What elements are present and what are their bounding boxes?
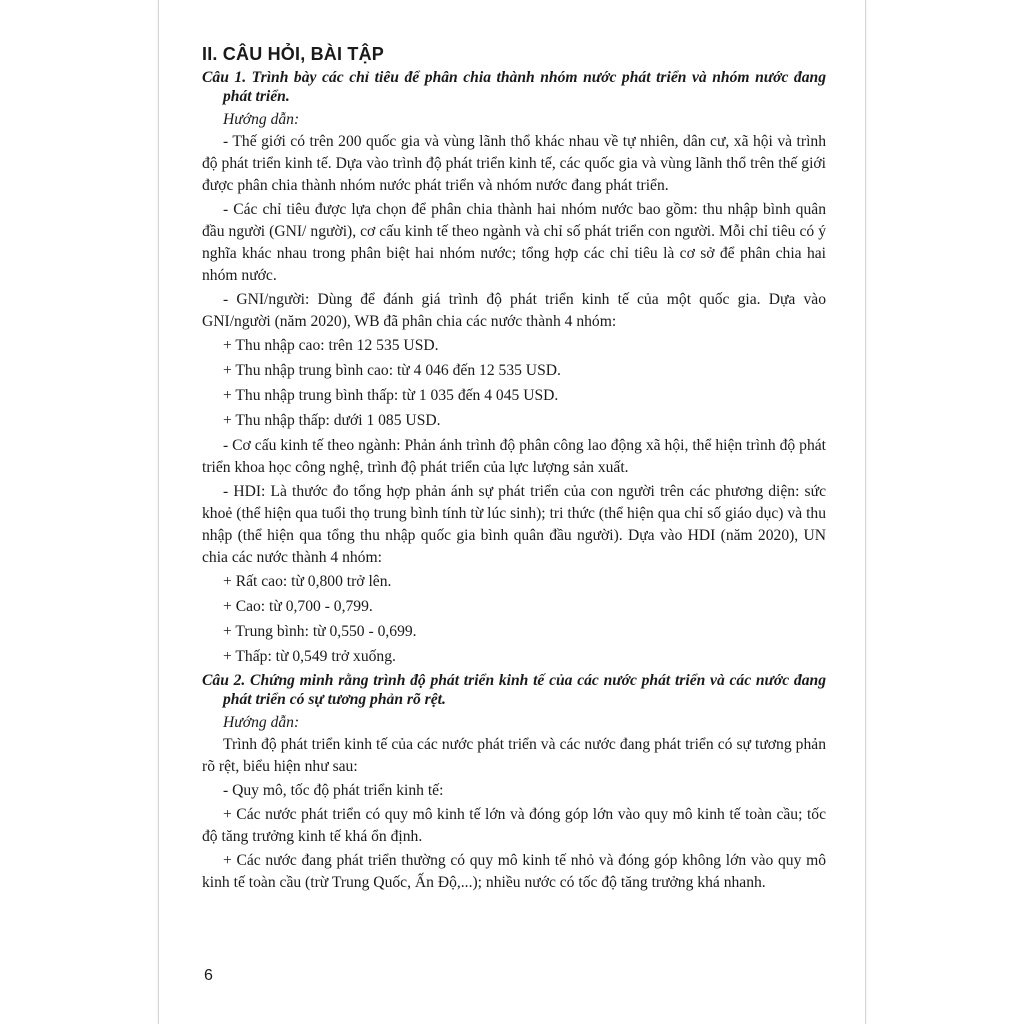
q1-paragraph-2: - Các chỉ tiêu được lựa chọn để phân chia thành hai nhóm nước bao gồm: thu nhập bình quân đầu người (GNI/ người), cơ cấu kinh tế theo ngành và chỉ số phát triển con người. Mỗi chỉ tiêu có ý nghĩa khác nhau trong phân biệt hai nhóm nước; tổng hợp các chỉ tiêu là cơ sở để phân chia hai nhóm nước. <box>202 201 826 284</box>
section-title: II. CÂU HỎI, BÀI TẬP <box>202 44 385 64</box>
q1-paragraph-hdi: - HDI: Là thước đo tổng hợp phản ánh sự phát triển của con người trên các phương diện: sức khoẻ (thể hiện qua tuổi thọ trung bình tính từ lúc sinh); tri thức (thể hiện qua chỉ số giáo dục) và thu nhập (thể hiện qua tổng thu nhập quốc gia bình quân đầu người). Dựa vào HDI (năm 2020), UN chia các nước thành 4 nhóm: <box>202 483 826 566</box>
q2-paragraph-2: - Quy mô, tốc độ phát triển kinh tế: <box>223 782 444 799</box>
q2-paragraph-1: Trình độ phát triển kinh tế của các nước phát triển và các nước đang phát triển có sự tương phản rõ rệt, biểu hiện như sau: <box>202 736 826 775</box>
hdi-item-very-high: + Rất cao: từ 0,800 trở lên. <box>223 573 392 590</box>
gni-item-upper-middle: + Thu nhập trung bình cao: từ 4 046 đến 12 535 USD. <box>223 362 561 379</box>
question-2-title: Câu 2. Chứng minh rằng trình độ phát triển kinh tế của các nước phát triển và các nước đang phát triển có sự tương phản rõ rệt. <box>202 672 826 708</box>
page-number: 6 <box>204 967 213 984</box>
q1-paragraph-1: - Thế giới có trên 200 quốc gia và vùng lãnh thổ khác nhau về tự nhiên, dân cư, xã hội và trình độ phát triển kinh tế. Dựa vào trình độ phát triển kinh tế, các quốc gia và vùng lãnh thổ trên thế giới được phân chia thành nhóm nước phát triển và nhóm nước đang phát triển. <box>202 133 826 194</box>
q2-paragraph-4: + Các nước đang phát triển thường có quy mô kinh tế nhỏ và đóng góp không lớn vào quy mô kinh tế toàn cầu (trừ Trung Quốc, Ấn Độ,...); nhiều nước có tốc độ tăng trưởng khá nhanh. <box>202 852 826 891</box>
page-content <box>202 42 826 896</box>
gni-item-lower-middle: + Thu nhập trung bình thấp: từ 1 035 đến 4 045 USD. <box>223 387 559 404</box>
gni-item-low: + Thu nhập thấp: dưới 1 085 USD. <box>223 412 441 429</box>
hdi-item-low: + Thấp: từ 0,549 trở xuống. <box>223 648 396 665</box>
q2-paragraph-3: + Các nước phát triển có quy mô kinh tế lớn và đóng góp lớn vào quy mô kinh tế toàn cầu; tốc độ tăng trưởng kinh tế khá ổn định. <box>202 806 826 845</box>
question-1-title: Câu 1. Trình bày các chỉ tiêu để phân chia thành nhóm nước phát triển và nhóm nước đang phát triển. <box>202 69 826 105</box>
hdi-item-medium: + Trung bình: từ 0,550 - 0,699. <box>223 623 417 640</box>
gni-item-high: + Thu nhập cao: trên 12 535 USD. <box>223 337 439 354</box>
q1-paragraph-structure: - Cơ cấu kinh tế theo ngành: Phản ánh trình độ phân công lao động xã hội, thể hiện trình độ phát triển khoa học công nghệ, trình độ phát triển của lực lượng sản xuất. <box>202 437 826 476</box>
document-page <box>158 0 866 1024</box>
question-2-guide-label: Hướng dẫn: <box>223 714 300 731</box>
hdi-item-high: + Cao: từ 0,700 - 0,799. <box>223 598 373 615</box>
q1-paragraph-gni: - GNI/người: Dùng để đánh giá trình độ phát triển kinh tế của một quốc gia. Dựa vào GNI/người (năm 2020), WB đã phân chia các nước thành 4 nhóm: <box>202 291 826 330</box>
question-1-guide-label: Hướng dẫn: <box>223 111 300 128</box>
